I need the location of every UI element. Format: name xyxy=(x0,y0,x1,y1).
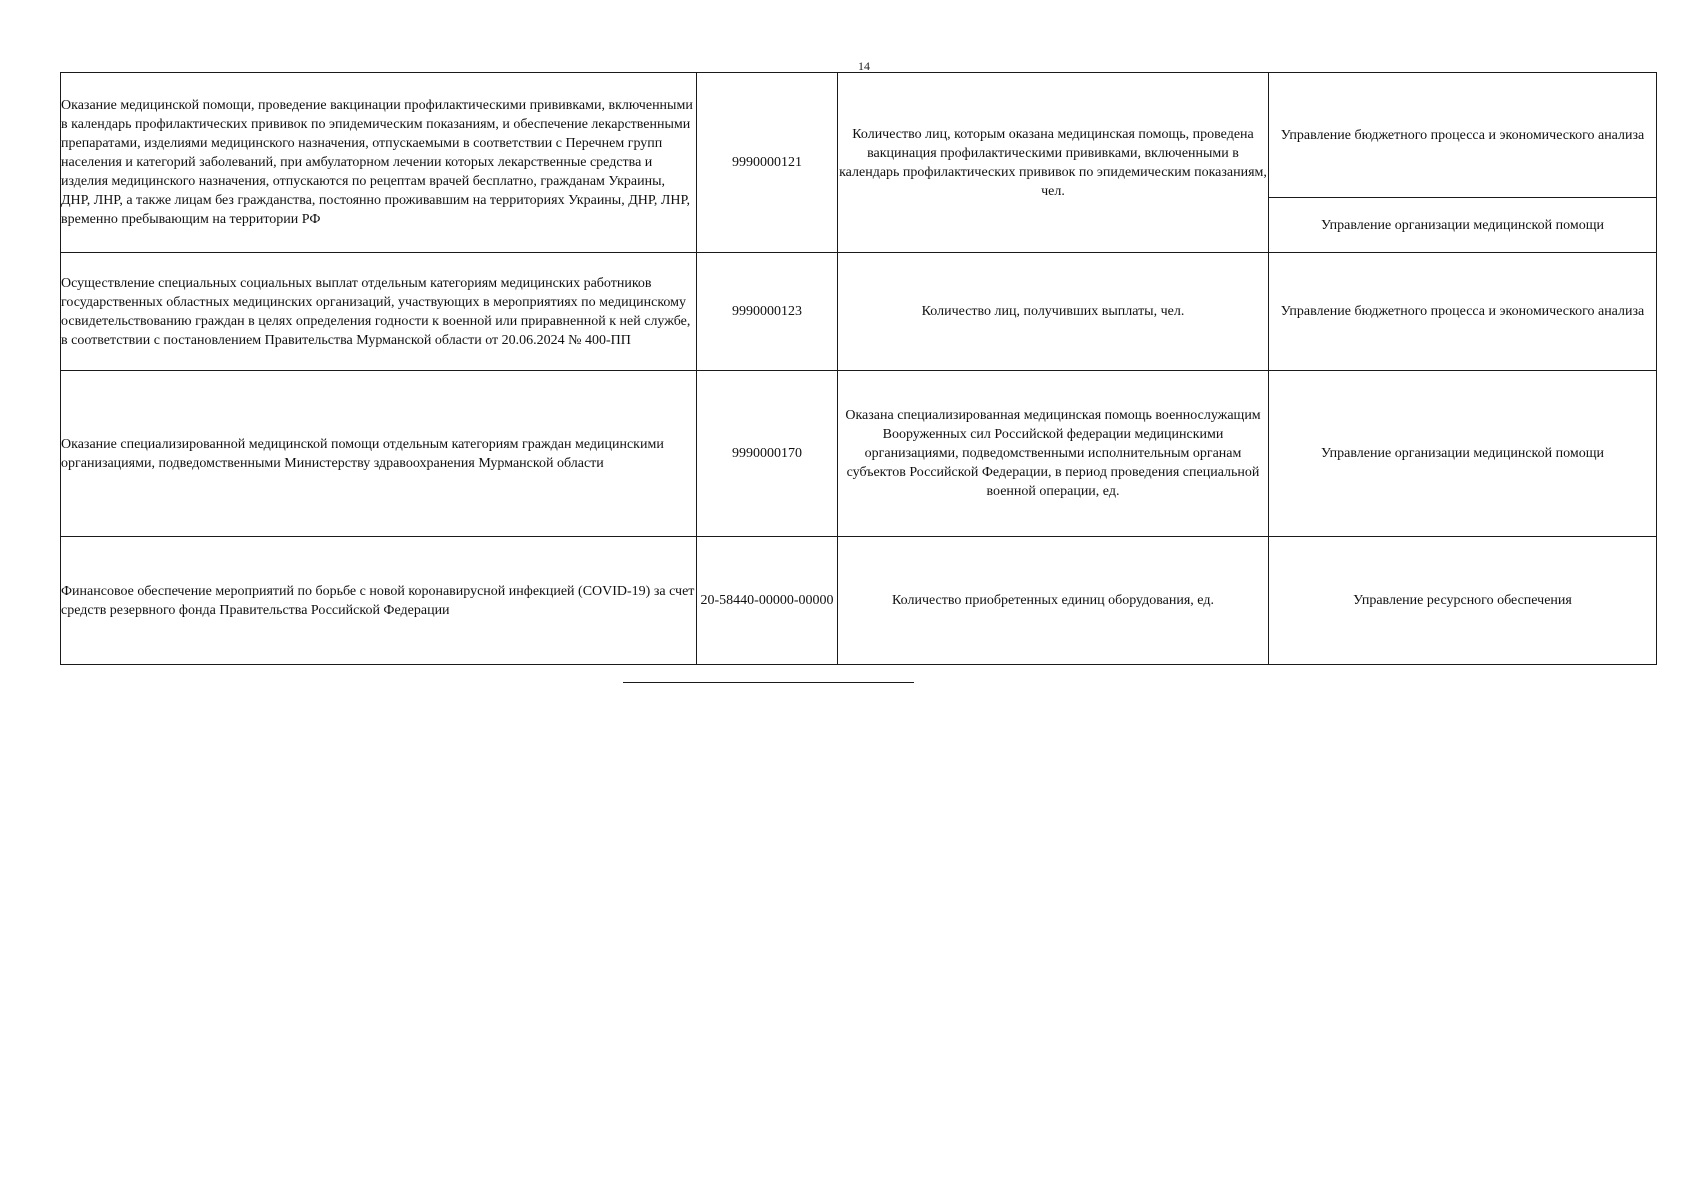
department-cell: Управление бюджетного процесса и экономического анализа xyxy=(1269,73,1657,198)
table-row xyxy=(61,537,1657,665)
department-cell: Управление бюджетного процесса и экономического анализа xyxy=(1269,253,1657,371)
table-row xyxy=(61,371,1657,537)
indicator-cell: Количество приобретенных единиц оборудования, ед. xyxy=(838,537,1269,665)
department-cell: Управление организации медицинской помощи xyxy=(1269,198,1657,253)
measure-name-cell: Оказание специализированной медицинской помощи отдельным категориям граждан медицинскими организациями, подведомственными Министерству здравоохранения Мурманской области xyxy=(61,371,697,537)
budget-code-cell: 9990000121 xyxy=(697,73,838,253)
department-cell: Управление ресурсного обеспечения xyxy=(1269,537,1657,665)
measure-name-cell: Осуществление специальных социальных выплат отдельным категориям медицинских работников государственных областных медицинских организаций, участвующих в мероприятиях по медицинскому освидетельствованию граждан в целях определения годности к военной или приравненной к ней службе, в соответствии с постановлением Правительства Мурманской области от 20.06.2024 № 400-ПП xyxy=(61,253,697,371)
measures-table xyxy=(60,72,1657,665)
measure-name-cell: Оказание медицинской помощи, проведение вакцинации профилактическими прививками, включенными в календарь профилактических прививок по эпидемическим показаниям, и обеспечение лекарственными препаратами, изделиями медицинского назначения, отпускаемыми в соответствии с Перечнем групп населения и категорий заболеваний, при амбулаторном лечении которых лекарственные средства и изделия медицинского назначения, отпускаются по рецептам врачей бесплатно, гражданам Украины, ДНР, ЛНР, а также лицам без гражданства, постоянно проживавшим на территориях Украины, ДНР, ЛНР, временно пребывающим на территории РФ xyxy=(61,73,697,253)
table-row xyxy=(61,73,1657,198)
page-number: 14 xyxy=(858,59,870,73)
end-of-table-rule xyxy=(623,682,914,683)
table-row xyxy=(61,253,1657,371)
indicator-cell: Количество лиц, получивших выплаты, чел. xyxy=(838,253,1269,371)
measure-name-cell: Финансовое обеспечение мероприятий по борьбе с новой коронавирусной инфекцией (COVID-19) за счет средств резервного фонда Правительства Российской Федерации xyxy=(61,537,697,665)
indicator-cell: Оказана специализированная медицинская помощь военнослужащим Вооруженных сил Российской федерации медицинскими организациями, подведомственными исполнительным органам субъектов Российской Федерации, в период проведения специальной военной операции, ед. xyxy=(838,371,1269,537)
budget-code-cell: 20-58440-00000-00000 xyxy=(697,537,838,665)
budget-code-cell: 9990000123 xyxy=(697,253,838,371)
department-cell: Управление организации медицинской помощи xyxy=(1269,371,1657,537)
indicator-cell: Количество лиц, которым оказана медицинская помощь, проведена вакцинация профилактическими прививками, включенными в календарь профилактических прививок по эпидемическим показаниям, чел. xyxy=(838,73,1269,253)
budget-code-cell: 9990000170 xyxy=(697,371,838,537)
